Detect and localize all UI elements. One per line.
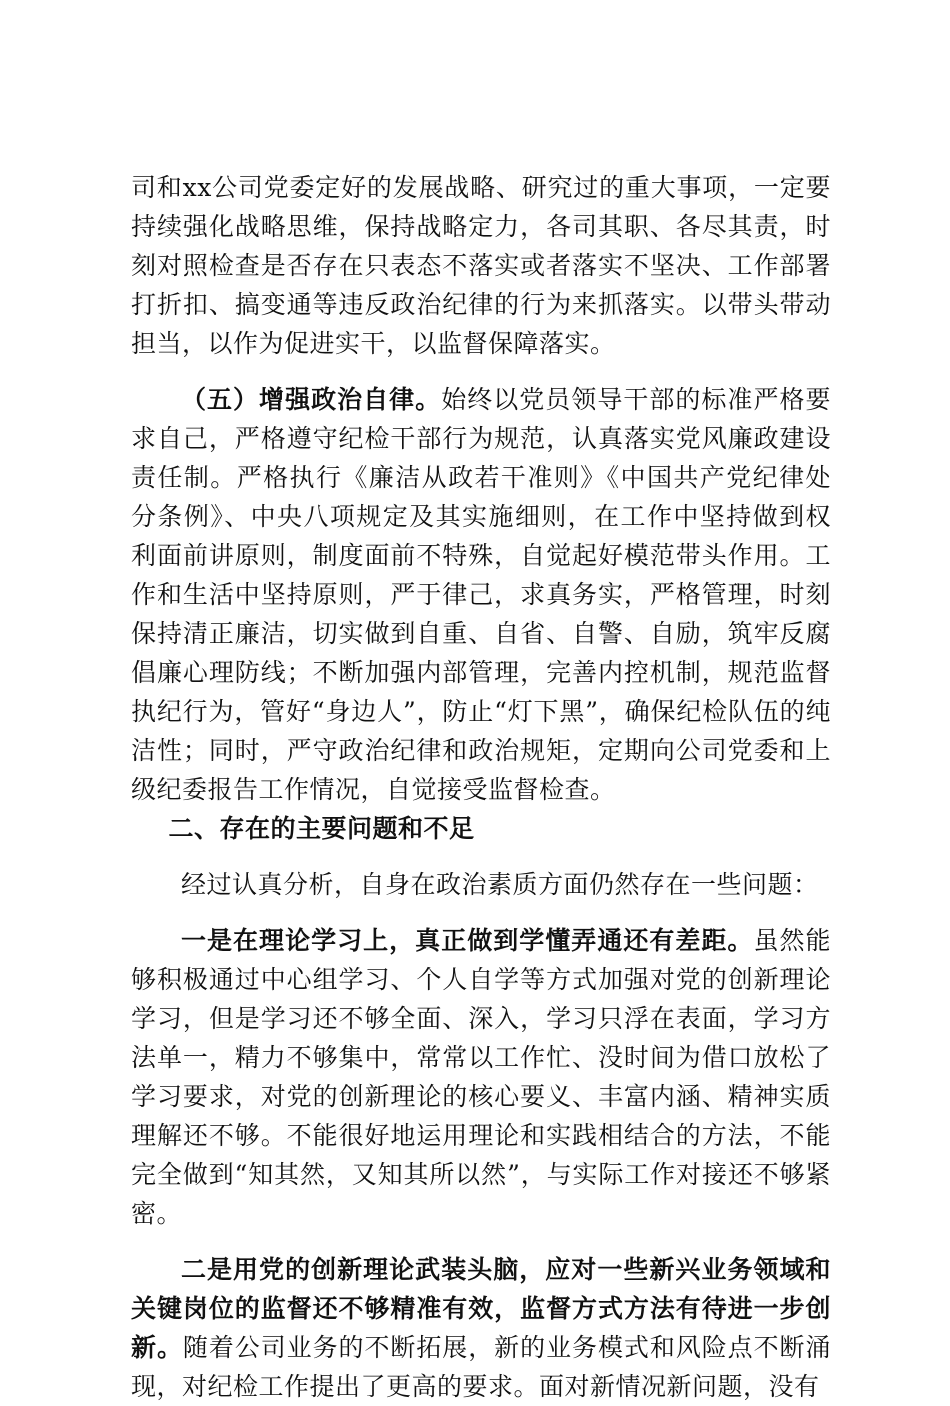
paragraph-lead-self-discipline: （五）增强政治自律。 [181,385,442,414]
paragraph-body-self-discipline: 始终以党员领导干部的标准严格要求自己，严格遵守纪检干部行为规范，认真落实党风廉政建设责任制。严格执行《廉洁从政若干准则》《中国共产党纪律处分条例》、中央八项规定及其实施细则，在工作中坚持做到权利面前讲原则，制度面前不特殊，自觉起好模范带头作用。工作和生活中坚持原则，严于律己，求真务实，严格管理，时刻保持清正廉洁，切实做到自重、自省、自警、自励，筑牢反腐倡廉心理防线；不断加强内部管理，完善内控机制，规范监督执纪行为，管好“身边人”，防止“灯下黑”，确保纪检队伍的纯洁性；同时，严守政治纪律和政治规矩，定期向公司党委和上级纪委报告工作情况，自觉接受监督检查。 [131,385,831,804]
paragraph-supervision-methods [131,1250,831,1406]
section-heading-problems: 二、存在的主要问题和不足 [168,814,475,843]
paragraph-body-theory-study: 虽然能够积极通过中心组学习、个人自学等方式加强对党的创新理论学习，但是学习还不够全面、深入，学习只浮在表面，学习方法单一，精力不够集中，常常以工作忙、没时间为借口放松了学习要求，对党的创新理论的核心要义、丰富内涵、精神实质理解还不够。不能很好地运用理论和实践相结合的方法，不能完全做到“知其然，又知其所以然”，与实际工作对接还不够紧密。 [131,926,831,1228]
paragraph-analysis-intro: 经过认真分析，自身在政治素质方面仍然存在一些问题： [181,870,819,899]
paragraph-lead-supervision: 二是用党的创新理论武装头脑，应对一些新兴业务领域和关键岗位的监督还不够精准有效，监督方式方法有待进一步创新。 [131,1255,831,1362]
document-page [131,168,831,1406]
paragraph-lead-theory-study: 一是在理论学习上，真正做到学懂弄通还有差距。 [181,926,754,955]
paragraph-political-self-discipline [131,380,831,809]
paragraph-theory-study [131,921,831,1233]
paragraph-strategy-implementation: 司和xx公司党委定好的发展战略、研究过的重大事项，一定要持续强化战略思维，保持战略定力，各司其职、各尽其责，时刻对照检查是否存在只表态不落实或者落实不坚决、工作部署打折扣、搞变通等违反政治纪律的行为来抓落实。以带头带动担当，以作为促进实干，以监督保障落实。 [131,173,831,358]
paragraph-body-supervision: 随着公司业务的不断拓展，新的业务模式和风险点不断涌现，对纪检工作提出了更高的要求。面对新情况新问题，没有 [131,1333,831,1401]
